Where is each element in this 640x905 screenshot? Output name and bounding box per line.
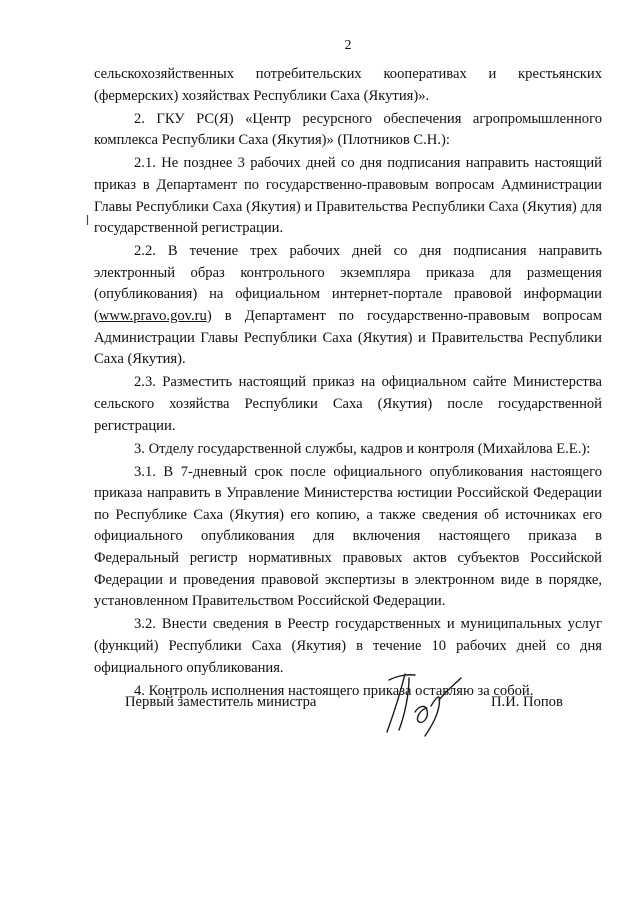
paragraph-item-4: 4. Контроль исполнения настоящего приказа оставляю за собой. <box>134 682 534 699</box>
page-number: 2 <box>344 38 352 53</box>
paragraph-item-3: 3. Отделу государственной службы, кадров и контроля (Михайлова Е.Е.): <box>134 440 591 457</box>
paragraph-item-2-2-text-after: ) в Департамент по государственно-правовым вопросам Администрации Главы Республики Саха (Якутия) и Правительства Республики Саха (Якутия). <box>94 308 602 368</box>
margin-mark <box>86 212 89 222</box>
paragraph-item-2-3: 2.3. Разместить настоящий приказ на официальном сайте Министерства сельского хозяйства Республики Саха (Якутия) после государственной регистрации. <box>94 374 602 434</box>
paragraph-item-3-2: 3.2. Внести сведения в Реестр государственных и муниципальных услуг (функций) Республики Саха (Якутия) в течение 10 рабочих дней со дня официального опубликования. <box>94 616 602 676</box>
signatory-name: П.И. Попов <box>491 694 563 710</box>
paragraph-item-2-2-text-before: 2.2. В течение трех рабочих дней со дня подписания направить электронный образ контрольного экземпляра приказа для размещения (опубликования) на официальном интернет-портале правовой информации ( <box>94 243 602 325</box>
paragraph-1-continuation: сельскохозяйственных потребительских кооперативах и крестьянских (фермерских) хозяйствах Республики Саха (Якутия)». <box>94 66 602 104</box>
paragraph-item-2: 2. ГКУ РС(Я) «Центр ресурсного обеспечения агропромышленного комплекса Республики Саха (Якутия)» (Плотников С.Н.): <box>94 110 602 149</box>
signature-block <box>125 690 595 760</box>
signatory-title: Первый заместитель министра <box>125 694 317 710</box>
paragraph-item-3-1: 3.1. В 7-дневный срок после официального опубликования настоящего приказа направить в Управление Министерства юстиции Российской Федерации по Республике Саха (Якутия) его копию, а также сведения об источниках его официального опубликования для включения настоящего приказа в Федеральный регистр нормативных правовых актов субъектов Российской Федерации и проведения правовой экспертизы в электронном виде в порядке, установленном Правительством Российской Федерации. <box>94 463 602 610</box>
handwritten-signature <box>375 666 485 746</box>
paragraph-item-2-2 <box>94 241 602 371</box>
pravo-link[interactable]: www.pravo.gov.ru <box>98 308 207 325</box>
paragraph-item-2-1: 2.1. Не позднее 3 рабочих дней со дня подписания направить настоящий приказ в Департамент по государственно-правовым вопросам Администрации Главы Республики Саха (Якутия) и Правительства Республики Саха (Якутия) для государственной регистрации. <box>94 155 602 237</box>
document-body <box>94 64 602 704</box>
